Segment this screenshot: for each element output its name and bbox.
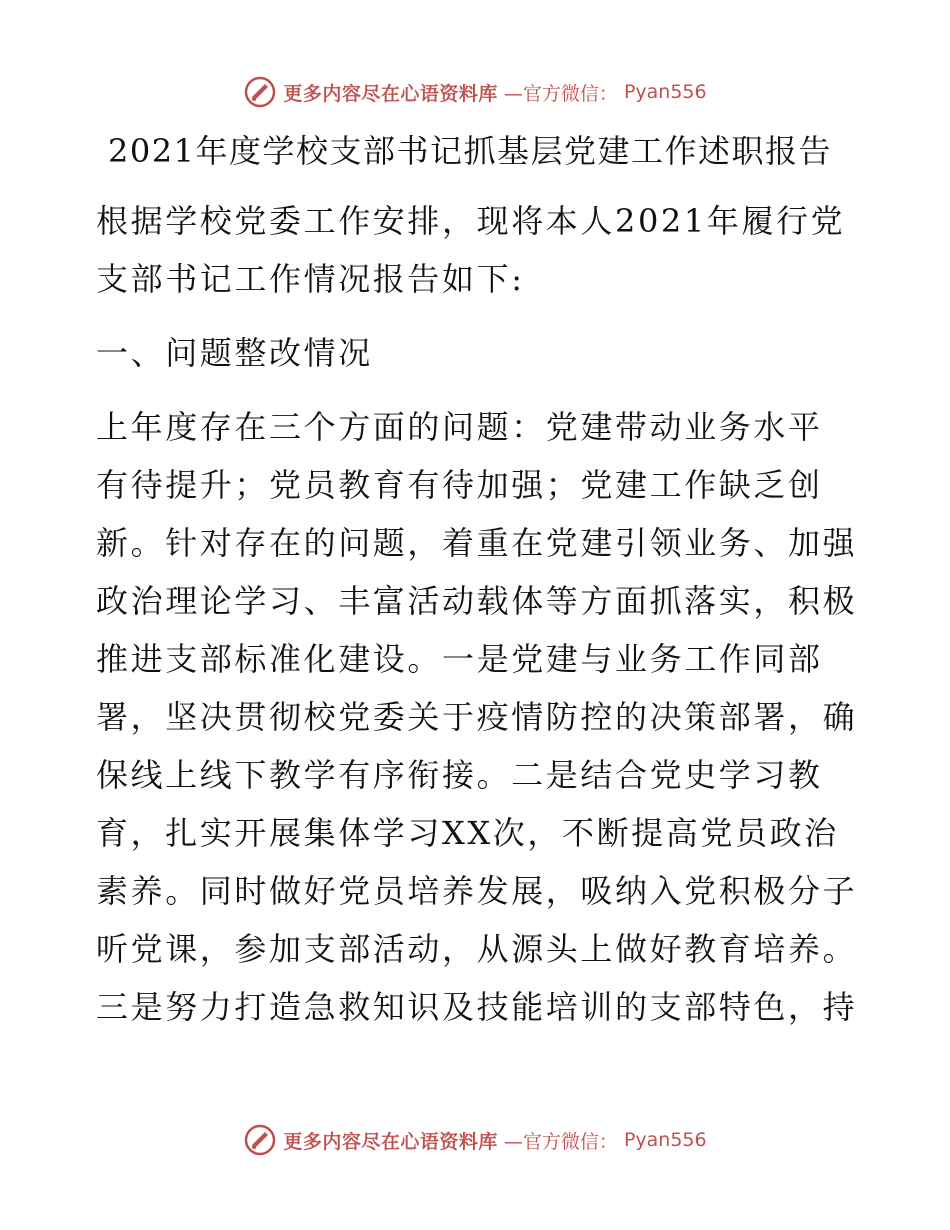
watermark-text: 更多内容尽在心语资料库 <box>283 82 498 105</box>
section-heading: 一、问题整改情况 <box>96 334 373 372</box>
body-line: 政治理论学习、丰富活动载体等方面抓落实，积极 <box>96 582 858 620</box>
body-line: 有待提升；党员教育有待加强；党建工作缺乏创 <box>96 466 823 504</box>
document-body <box>96 192 876 1036</box>
body-line: 保线上线下教学有序衔接。二是结合党史学习教 <box>96 756 823 794</box>
intro-line: 支部书记工作情况报告如下: <box>96 260 525 298</box>
intro-line: 根据学校党委工作安排，现将本人2021年履行党 <box>96 202 846 240</box>
body-line: 育，扎实开展集体学习XX次，不断提高党员政治 <box>96 814 839 852</box>
watermark-footer <box>0 1120 950 1160</box>
body-line: 署，坚决贯彻校党委关于疫情防控的决策部署，确 <box>96 698 858 736</box>
watermark-header <box>0 72 950 112</box>
watermark-separator: —官方微信： <box>503 1130 618 1153</box>
document-title: 2021年度学校支部书记抓基层党建工作述职报告 <box>108 132 832 170</box>
watermark-text: 更多内容尽在心语资料库 <box>283 1130 498 1153</box>
watermark-wechat-id: Pyan556 <box>623 1129 707 1151</box>
watermark-logo-icon <box>243 1123 277 1157</box>
body-line: 三是努力打造急救知识及技能培训的支部特色，持 <box>96 988 858 1026</box>
body-line: 上年度存在三个方面的问题：党建带动业务水平 <box>96 408 823 446</box>
watermark-logo-icon <box>243 75 277 109</box>
body-line: 听党课，参加支部活动，从源头上做好教育培养。 <box>96 930 858 968</box>
body-line: 素养。同时做好党员培养发展，吸纳入党积极分子 <box>96 872 858 910</box>
body-line: 推进支部标准化建设。一是党建与业务工作同部 <box>96 640 823 678</box>
watermark-wechat-id: Pyan556 <box>623 81 707 103</box>
watermark-separator: —官方微信： <box>503 82 618 105</box>
body-line: 新。针对存在的问题，着重在党建引领业务、加强 <box>96 524 858 562</box>
